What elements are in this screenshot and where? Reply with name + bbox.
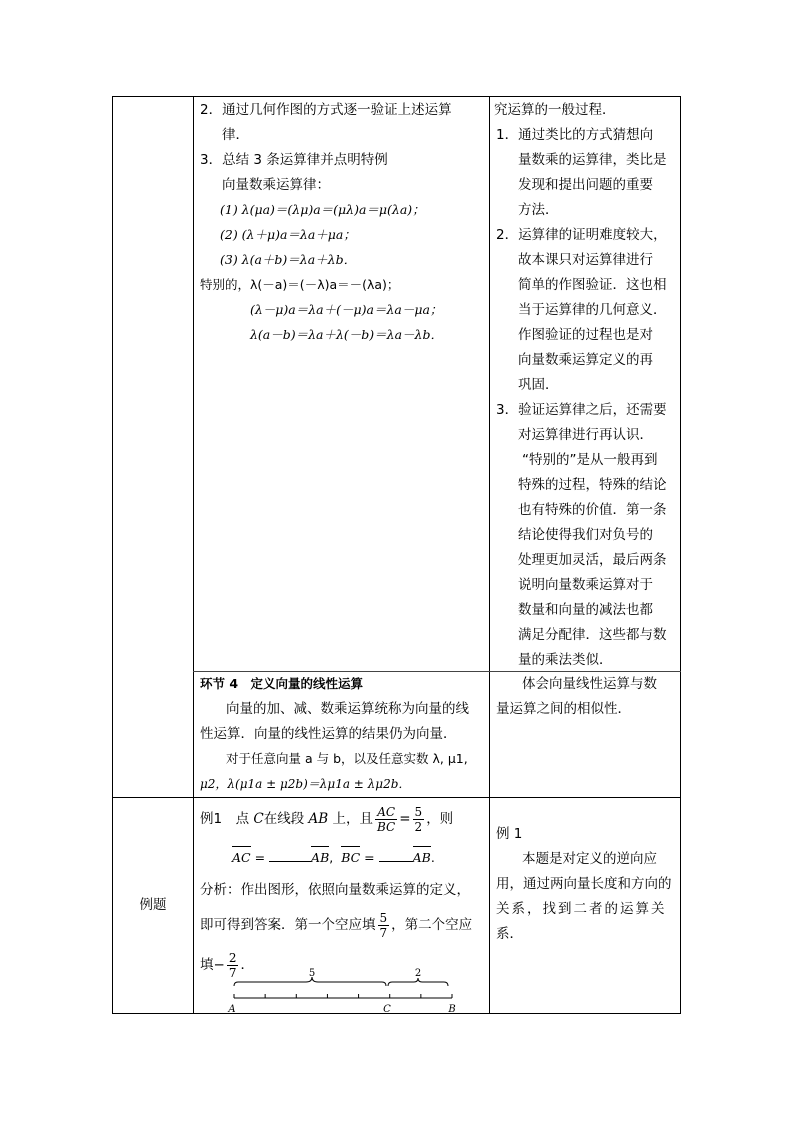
ratio-fraction	[375, 805, 397, 834]
analysis-text: ．	[240, 957, 254, 973]
point-label-c: C	[383, 1004, 391, 1014]
note-line: 作图验证的过程也是对	[518, 327, 653, 343]
text-line: 对于任意向量 a 与 b，以及任意实数 λ, μ1,	[226, 751, 468, 766]
table-border-left	[112, 96, 113, 1014]
vector-bc: BC	[341, 848, 360, 868]
text-line: 性运算．向量的线性运算的结果仍为向量．	[200, 726, 457, 742]
formula-line: (3) λ(a＋b)＝λa＋λb．	[220, 252, 357, 267]
note-line: 1．通过类比的方式猜想向	[496, 127, 654, 143]
segment-ticks	[234, 994, 452, 998]
note-line: 系．	[496, 926, 523, 942]
row-divider-1	[193, 671, 681, 672]
example-title: 例 1	[496, 826, 523, 842]
note-line: 发现和提出问题的重要	[518, 177, 653, 193]
ratio-value-den: 2	[414, 819, 423, 834]
note-line: 数量和向量的减法也都	[518, 602, 653, 618]
note-line: 处理更加灵活，最后两条	[518, 552, 667, 568]
note-line: 关系，找到二者的运算关	[496, 901, 667, 917]
analysis-text: 填	[200, 957, 214, 973]
answer1-num: 5	[379, 910, 388, 925]
note-line: 结论使得我们对负号的	[518, 527, 653, 543]
answer-blank-1[interactable]	[269, 849, 311, 862]
note-line: 2．运算律的证明难度较大，	[496, 227, 667, 243]
ratio-value-fraction	[413, 805, 425, 834]
brace-label-2: 2	[414, 968, 422, 979]
formula-line: (λ－μ)a＝λa＋(－μ)a＝λa－μa；	[250, 302, 443, 317]
table-col-divider-1	[193, 96, 194, 1014]
table-border-right	[680, 96, 681, 1014]
note-line: 体会向量线性运算与数	[522, 676, 657, 692]
note-line: 本题是对定义的逆向应	[522, 851, 657, 867]
minus-sign: −	[213, 957, 225, 973]
table-border-top	[112, 96, 681, 97]
blanks-line: AC = AB, BC = AB.	[232, 848, 435, 868]
answer2-den: 7	[228, 965, 237, 980]
equals-sign: =	[254, 850, 266, 865]
note-line: 量运算之间的相似性．	[496, 701, 631, 717]
note-line: “特别的”是从一般再到	[522, 452, 658, 468]
formula-line: (1) λ(μa)＝(λμ)a＝(μλ)a＝μ(λa)；	[220, 202, 425, 217]
text-line: 律．	[222, 127, 249, 143]
analysis-line-1: 分析：作出图形，依照向量数乘运算的定义，	[200, 882, 470, 898]
analysis-text: ，第二个空应	[391, 917, 473, 933]
segment-figure	[226, 965, 462, 1014]
note-line: 3．验证运算律之后，还需要	[496, 402, 667, 418]
note-line: 简单的作图验证．这也相	[518, 277, 667, 293]
ratio-den: BC	[377, 819, 396, 834]
on-segment-text: 在线段	[263, 811, 305, 827]
text-line: 3．总结 3 条运算律并点明特例	[200, 152, 388, 168]
brace-2	[388, 978, 448, 986]
point-label-b: B	[448, 1004, 456, 1014]
answer1-fraction	[378, 911, 390, 940]
table-col-divider-2	[489, 96, 490, 1014]
note-line: 巩固．	[518, 377, 559, 393]
row3-label: 例题	[139, 897, 167, 913]
note-line: 也有特殊的价值．第一条	[518, 502, 667, 518]
answer2-num: 2	[228, 950, 237, 965]
analysis-text: 即可得到答案．第一个空应填	[200, 917, 376, 933]
vector-ab: AB	[413, 848, 431, 868]
section-heading: 环节 4 定义向量的线性运算	[200, 676, 364, 691]
note-line: 究运算的一般过程．	[494, 102, 616, 118]
point-label-a: A	[228, 1004, 236, 1014]
note-line: 量的乘法类似．	[518, 652, 613, 668]
ratio-value-num: 5	[414, 804, 423, 819]
ratio-num: AC	[375, 805, 397, 820]
vector-ac: AC	[232, 848, 251, 868]
note-line: 当于运算律的几何意义．	[518, 302, 667, 318]
note-line: 满足分配律．这些都与数	[518, 627, 667, 643]
row-divider-2	[112, 797, 681, 798]
formula-line: 特别的，λ(－a)＝(－λ)a＝－(λa)；	[200, 277, 400, 292]
note-line: 特殊的过程，特殊的结论	[518, 477, 667, 493]
point-c: C	[253, 811, 264, 827]
note-line: 量数乘的运算律，类比是	[518, 152, 667, 168]
note-line: 方法．	[518, 202, 559, 218]
analysis-line-2	[200, 908, 472, 942]
equals-sign: =	[399, 811, 411, 827]
example-statement	[200, 802, 453, 836]
text-line: 向量数乘运算律：	[222, 177, 330, 193]
then-text: ，则	[426, 811, 454, 827]
answer-blank-2[interactable]	[379, 849, 413, 862]
vector-ab: AB	[311, 848, 329, 868]
note-line: 故本课只对运算律进行	[518, 252, 653, 268]
on-text: 上，且	[332, 811, 373, 827]
text-line: 向量的加、减、数乘运算统称为向量的线	[226, 701, 469, 717]
segment-ab: AB	[308, 811, 329, 827]
text-line: 2．通过几何作图的方式逐一验证上述运算	[200, 102, 452, 118]
formula-line: μ2，λ(μ1a ± μ2b)＝λμ1a ± λμ2b．	[200, 777, 411, 791]
formula-line: (2) (λ＋μ)a＝λa＋μa；	[220, 227, 356, 242]
note-line: 向量数乘运算定义的再	[518, 352, 653, 368]
note-line: 对运算律进行再认识．	[518, 427, 653, 443]
note-line: 说明向量数乘运算对于	[518, 577, 653, 593]
brace-label-5: 5	[308, 968, 316, 979]
formula-line: λ(a－b)＝λa＋λ(－b)＝λa－λb．	[250, 327, 443, 342]
note-line: 用，通过两向量长度和方向的	[496, 876, 672, 892]
example-prefix: 例1 点	[200, 811, 250, 827]
equals-sign: =	[364, 850, 375, 865]
answer1-den: 7	[379, 925, 388, 940]
